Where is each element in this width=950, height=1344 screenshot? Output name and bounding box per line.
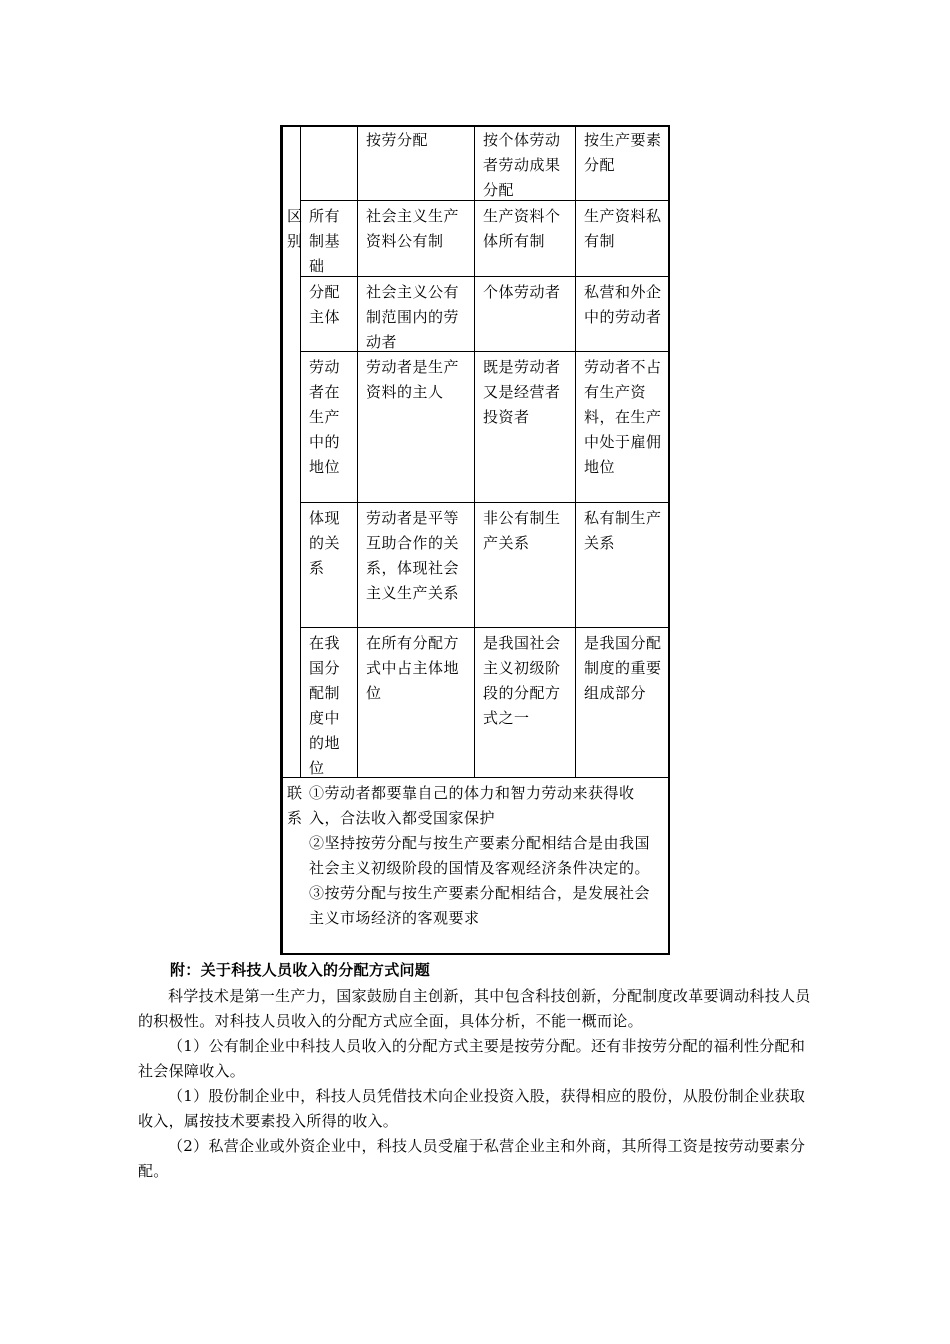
table-cell: 私营和外企中的劳动者 [584, 283, 662, 326]
table-cell: 劳动者不占有生产资料，在生产中处于雇佣地位 [584, 358, 662, 476]
link-item: ②坚持按劳分配与按生产要素分配相结合是由我国社会主义初级阶段的国情及客观经济条件决定的。 [309, 834, 651, 877]
row-label: 分配主体 [309, 283, 341, 326]
table-divider [474, 125, 475, 777]
row-label: 体现的关系 [309, 509, 341, 577]
group-label-diff: 区别 [287, 207, 303, 250]
table-divider [357, 125, 358, 777]
header-cell: 按劳分配 [366, 131, 429, 149]
table-cell: 生产资料私有制 [584, 207, 662, 250]
table-cell: 社会主义生产资料公有制 [366, 207, 460, 250]
appendix-paragraph: （1）公有制企业中科技人员收入的分配方式主要是按劳分配。还有非按劳分配的福利性分配和社会保障收入。 [138, 1037, 806, 1080]
row-label: 在我国分配制度中的地位 [309, 634, 341, 777]
table-cell: 劳动者是生产资料的主人 [366, 358, 460, 401]
row-label: 劳动者在生产中的地位 [309, 358, 341, 476]
table-cell: 非公有制生产关系 [483, 509, 561, 552]
table-cell: 既是劳动者又是经营者投资者 [483, 358, 561, 426]
link-item: ③按劳分配与按生产要素分配相结合，是发展社会主义市场经济的客观要求 [309, 884, 651, 927]
table-divider [300, 502, 670, 503]
appendix-title: 附：关于科技人员收入的分配方式问题 [170, 961, 431, 979]
group-label-link: 联系 [287, 784, 303, 827]
table-cell: 是我国分配制度的重要组成部分 [584, 634, 662, 702]
table-cell: 在所有分配方式中占主体地位 [366, 634, 460, 702]
table-divider [300, 351, 670, 352]
table-divider [300, 276, 670, 277]
table-cell: 个体劳动者 [483, 283, 561, 301]
link-content [309, 781, 665, 931]
table-cell: 社会主义公有制范围内的劳动者 [366, 283, 460, 351]
table-divider [300, 627, 670, 628]
table-divider [575, 125, 576, 777]
appendix-paragraph: （2）私营企业或外资企业中，科技人员受雇于私营企业主和外商，其所得工资是按劳动要素分配。 [138, 1137, 806, 1180]
row-label: 所有制基础 [309, 207, 341, 275]
table-cell: 劳动者是平等互助合作的关系，体现社会主义生产关系 [366, 509, 460, 602]
appendix-paragraph: 科学技术是第一生产力，国家鼓励自主创新，其中包含科技创新，分配制度改革要调动科技人员的积极性。对科技人员收入的分配方式应全面，具体分析，不能一概而论。 [138, 987, 811, 1030]
table-cell: 是我国社会主义初级阶段的分配方式之一 [483, 634, 561, 727]
table-cell: 生产资料个体所有制 [483, 207, 561, 250]
appendix-paragraph: （1）股份制企业中，科技人员凭借技术向企业投资入股，获得相应的股份，从股份制企业获取收入，属按技术要素投入所得的收入。 [138, 1087, 806, 1130]
header-cell: 按生产要素分配 [584, 131, 662, 174]
link-item: ①劳动者都要靠自己的体力和智力劳动来获得收入，合法收入都受国家保护 [309, 784, 635, 827]
header-cell: 按个体劳动者劳动成果分配 [483, 131, 561, 199]
table-cell: 私有制生产关系 [584, 509, 662, 552]
